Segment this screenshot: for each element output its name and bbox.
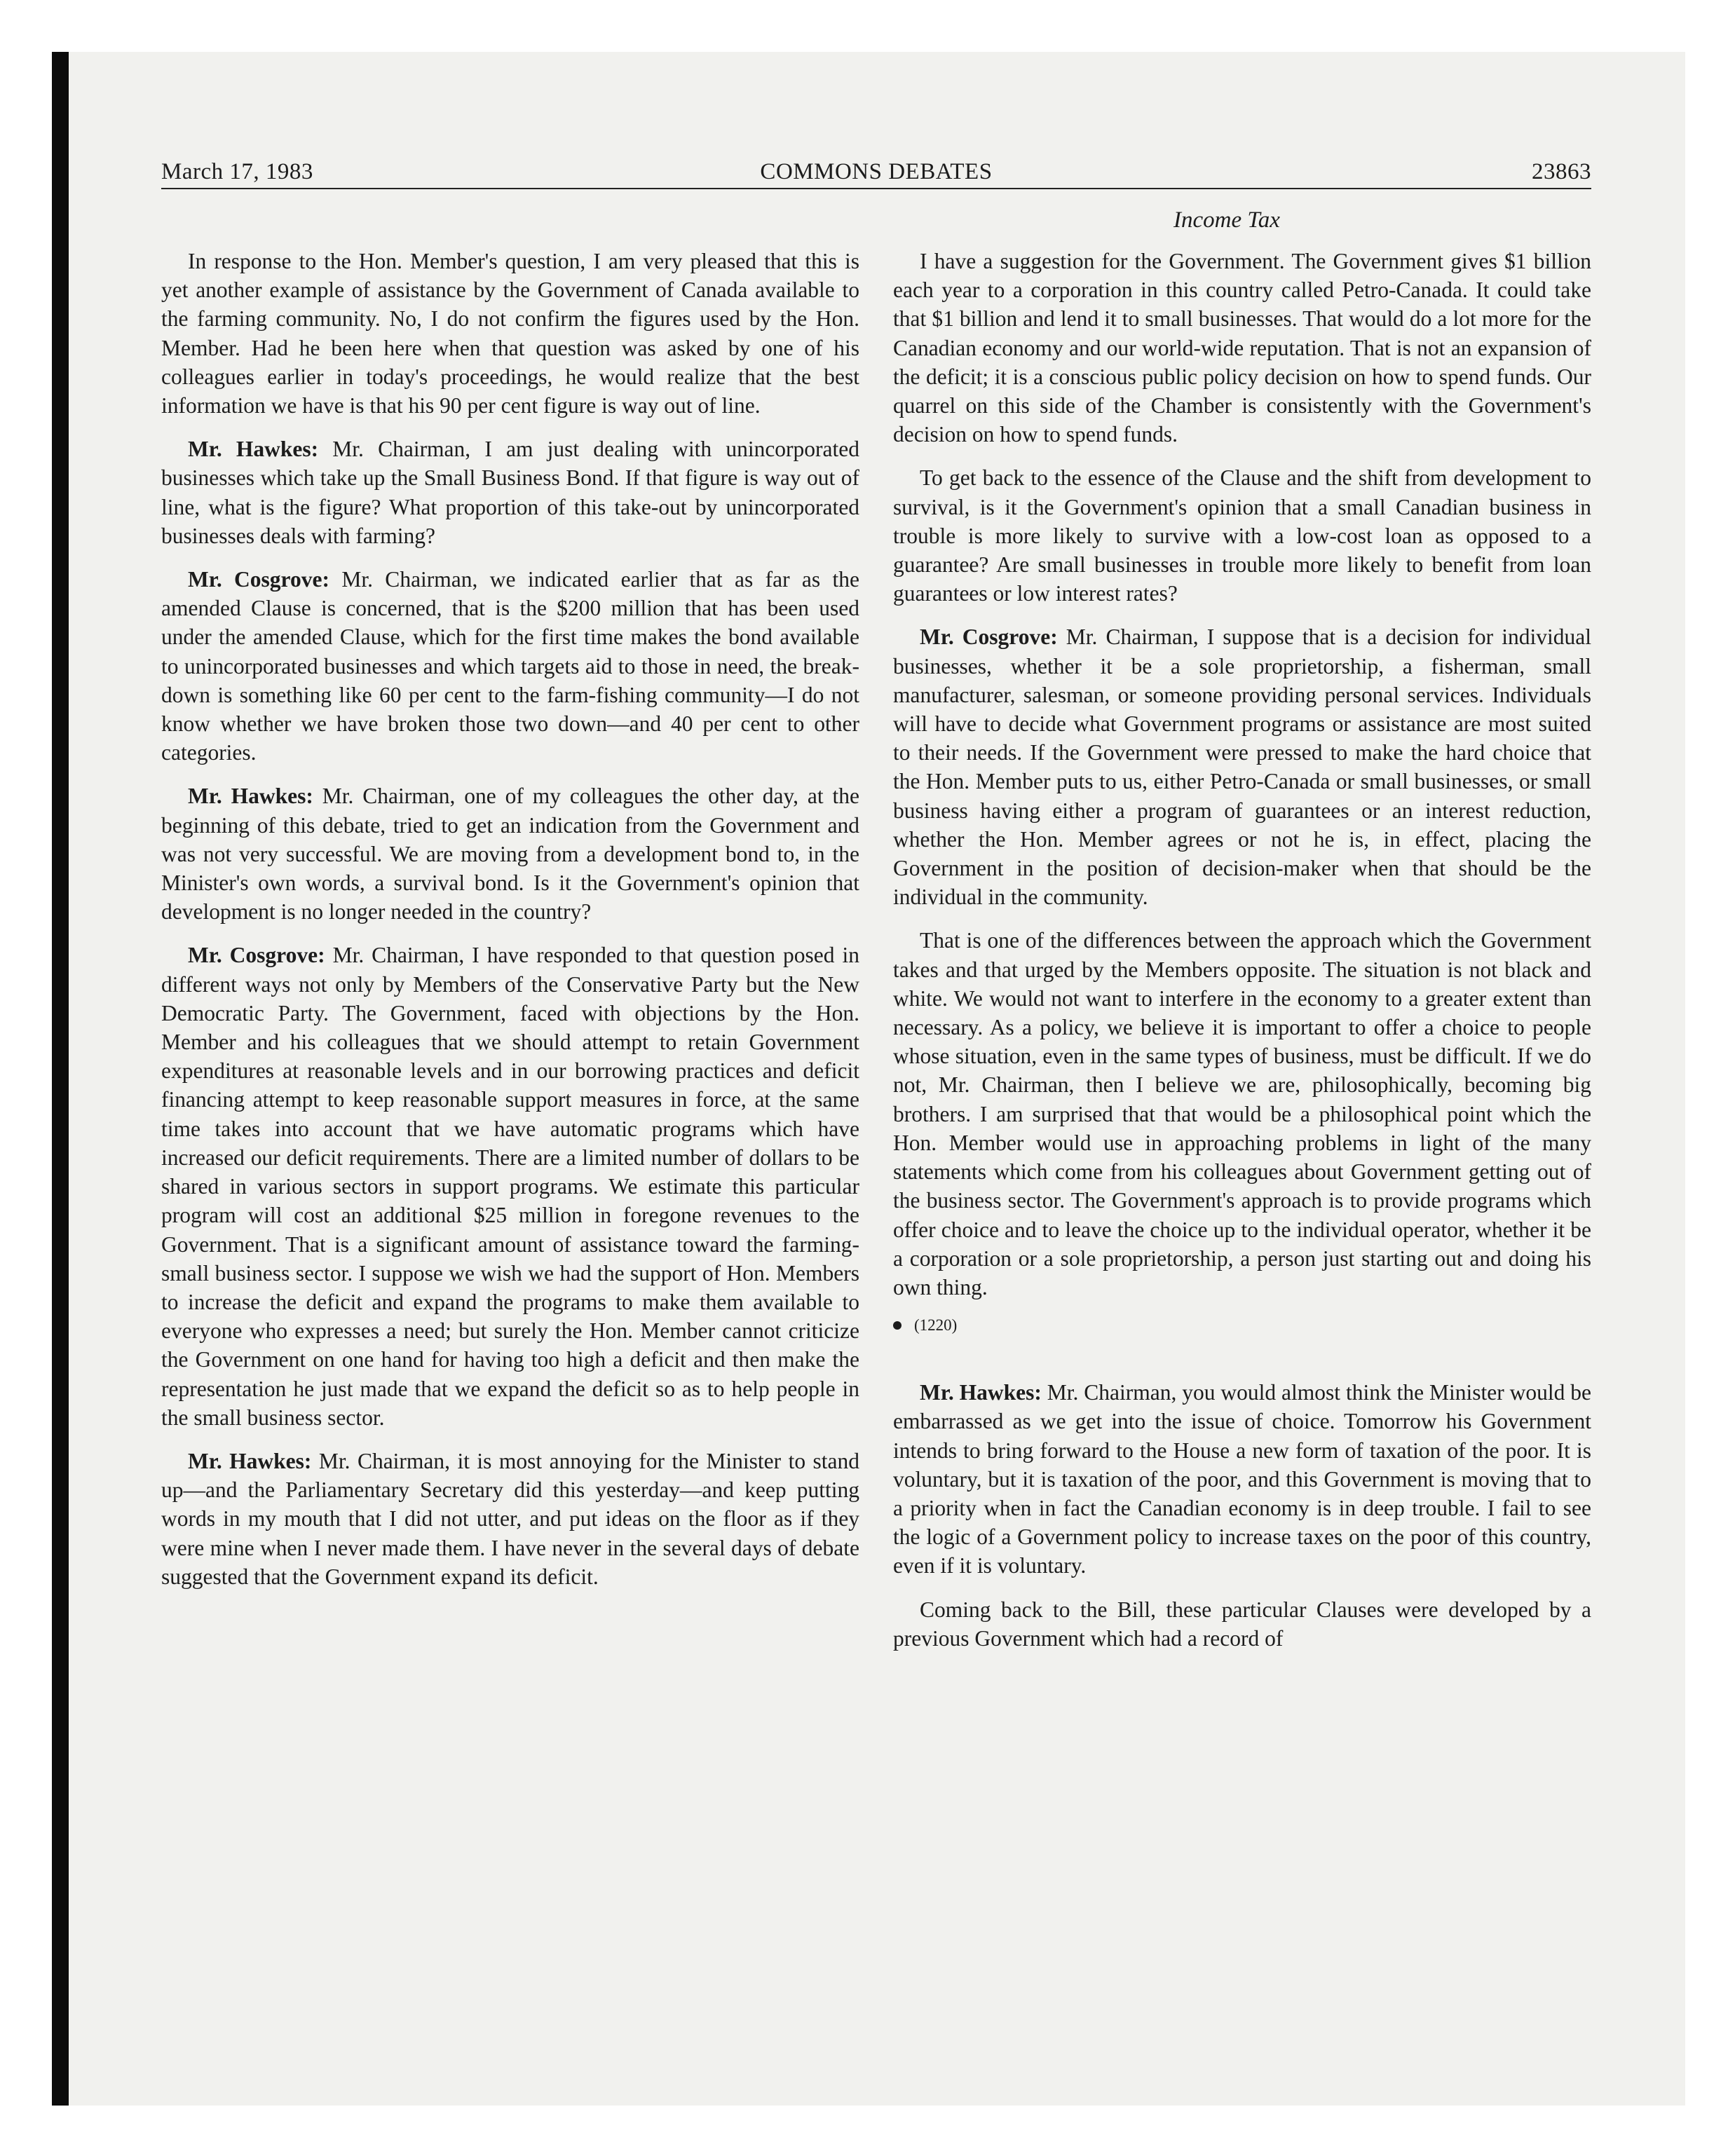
- speaker-name: Mr. Hawkes:: [920, 1380, 1042, 1405]
- paragraph: [893, 463, 1591, 608]
- paragraph: [161, 1447, 859, 1591]
- speaker-name: Mr. Hawkes:: [188, 784, 313, 809]
- paragraph: [893, 1378, 1591, 1580]
- paragraph-text: Mr. Chairman, I am just dealing with unincorporated businesses which take up the Small Business Bond. If that figure is way out of line, what is the figure? What proportion of this take-out by unincorporated businesses deals with farming?: [161, 437, 860, 548]
- binding-edge: [52, 52, 69, 2106]
- speaker-name: Mr. Hawkes:: [188, 1448, 312, 1473]
- document-page: [161, 156, 1591, 1651]
- paragraph: [893, 622, 1591, 911]
- paragraph: [161, 247, 859, 420]
- paragraph-text: To get back to the essence of the Clause and the shift from development to survival, is it the Government's opinion that a small Canadian business in trouble is more likely to survive with a low-cost loan as opposed to a guarantee? Are small businesses in trouble more likely to benefit from loan guarantees or low interest rates?: [893, 465, 1591, 606]
- paragraph-text: In response to the Hon. Member's question, I am very pleased that this is yet another example of assistance by the Government of Canada available to the farming community. No, I do not confirm the figures used by the Hon. Member. Had he been here when that question was asked by one of his colleagues earlier in today's proceedings, he would realize that the best information we have is that his 90 per cent figure is way out of line.: [161, 249, 859, 418]
- paragraph: [893, 926, 1591, 1302]
- time-marker: [893, 1316, 1591, 1335]
- paragraph-text: Mr. Chairman, I suppose that is a decision for individual businesses, whether it be a sole proprietorship, a fisherman, small manufacturer, salesman, or someone providing personal services. Individuals will have to decide what Government programs or assistance are most suited to their needs. If the Government were pressed to make the hard choice that the Hon. Member puts to us, either Petro-Canada or small businesses, or small business having either a program of guarantees or an interest reduction, whether the Hon. Member agrees or not he is, in effect, placing the Government in the position of decision-maker when that should be the individual in the community.: [893, 625, 1591, 910]
- paragraph-text: Mr. Chairman, you would almost think the Minister would be embarrassed as we get into the issue of choice. Tomorrow his Government intends to bring forward to the House a new form of taxation of the poor. It is voluntary, but it is taxation of the poor, and this Government is moving that to a priority when in fact the Canadian economy is in deep trouble. I fail to see the logic of a Government policy to increase taxes on the poor of this country, even if it is voluntary.: [893, 1380, 1591, 1578]
- paragraph: [161, 565, 859, 767]
- header-date: March 17, 1983: [161, 159, 313, 184]
- paragraph-text: I have a suggestion for the Government. The Government gives $1 billion each year to a corporation in this country called Petro-Canada. It could take that $1 billion and lend it to small businesses. That would do a lot more for the Canadian economy and our world-wide reputation. That is not an expansion of the deficit; it is a conscious public policy decision on how to spend funds. Our quarrel on this side of the Chamber is consistently with the Government's decision on how to spend funds.: [893, 249, 1591, 447]
- speaker-name: Mr. Hawkes:: [188, 437, 319, 462]
- paragraph-text: Coming back to the Bill, these particular Clauses were developed by a previous Government which had a record of: [893, 1597, 1591, 1651]
- paragraph-text: Mr. Chairman, I have responded to that question posed in different ways not only by Members of the Conservative Party but the New Democratic Party. The Government, faced with objections by the Hon. Member and his colleagues that we should attempt to retain Government expenditures at reasonable levels and in our borrowing practices and deficit financing attempt to keep reasonable support measures in force, at the same time takes into account that we have automatic programs which have increased our deficit requirements. There are a limited number of dollars to be shared in various sectors in support programs. We estimate this particular program will cost an additional $25 million in foregone revenues to the Government. That is a significant amount of assistance toward the farming-small business sector. I suppose we wish we had the support of Hon. Members to increase the deficit and expand the programs to make them available to everyone who expresses a need; but surely the Hon. Member cannot criticize the Government on one hand for having too high a deficit and then make the representation he just made that we expand the deficit so as to help people in the small business sector.: [161, 943, 859, 1430]
- speaker-name: Mr. Cosgrove:: [188, 567, 329, 592]
- paragraph-text: Mr. Chairman, it is most annoying for the Minister to stand up—and the Parliamentary Secretary did this yesterday—and keep putting words in my mouth that I did not utter, and put ideas on the floor as if they were mine when I never made them. I have never in the several days of debate suggested that the Government expand its deficit.: [161, 1448, 860, 1589]
- paragraph-text: That is one of the differences between the approach which the Government takes and that urged by the Members opposite. The situation is not black and white. We would not want to interfere in the economy to a greater extent than necessary. As a policy, we believe it is important to offer a choice to people whose situation, even in the same types of business, must be difficult. If we do not, Mr. Chairman, then I believe we are, philosophically, becoming big brothers. I am surprised that that would be a philosophical point which the Hon. Member would use in approaching problems in light of the many statements which come from his colleagues about Government getting out of the business sector. The Government's approach is to provide programs which offer choice and to leave the choice up to the individual operator, whether it be a corporation or a sole proprietorship, a person just starting out and doing his own thing.: [893, 928, 1591, 1299]
- speaker-name: Mr. Cosgrove:: [920, 625, 1058, 650]
- speaker-name: Mr. Cosgrove:: [188, 943, 325, 968]
- left-column: [161, 247, 859, 1606]
- header-title: COMMONS DEBATES: [760, 159, 993, 184]
- paragraph: [161, 782, 859, 926]
- bullet-icon: [893, 1321, 901, 1330]
- header-page-number: 23863: [1532, 159, 1591, 184]
- paragraph-text: Mr. Chairman, one of my colleagues the other day, at the beginning of this debate, tried to get an indication from the Government and was not very successful. We are moving from a development bond to, in the Minister's own words, a survival bond. Is it the Government's opinion that development is no longer needed in the country?: [161, 784, 859, 925]
- paragraph-text: Mr. Chairman, we indicated earlier that as far as the amended Clause is concerned, that is the $200 million that has been used under the amended Clause, which for the first time makes the bond available to unincorporated businesses and which targets aid to those in need, the breakdown is something like 60 per cent to the farm-fishing community—I do not know whether we have broken those two down—and 40 per cent to other categories.: [161, 567, 859, 765]
- paragraph: [161, 941, 859, 1431]
- paragraph: [893, 247, 1591, 449]
- section-heading: Income Tax: [1173, 207, 1280, 233]
- running-header: [161, 156, 1591, 189]
- paragraph: [893, 1595, 1591, 1653]
- time-marker-text: (1220): [914, 1316, 958, 1335]
- paragraph: [161, 435, 859, 550]
- right-column: [893, 247, 1591, 1667]
